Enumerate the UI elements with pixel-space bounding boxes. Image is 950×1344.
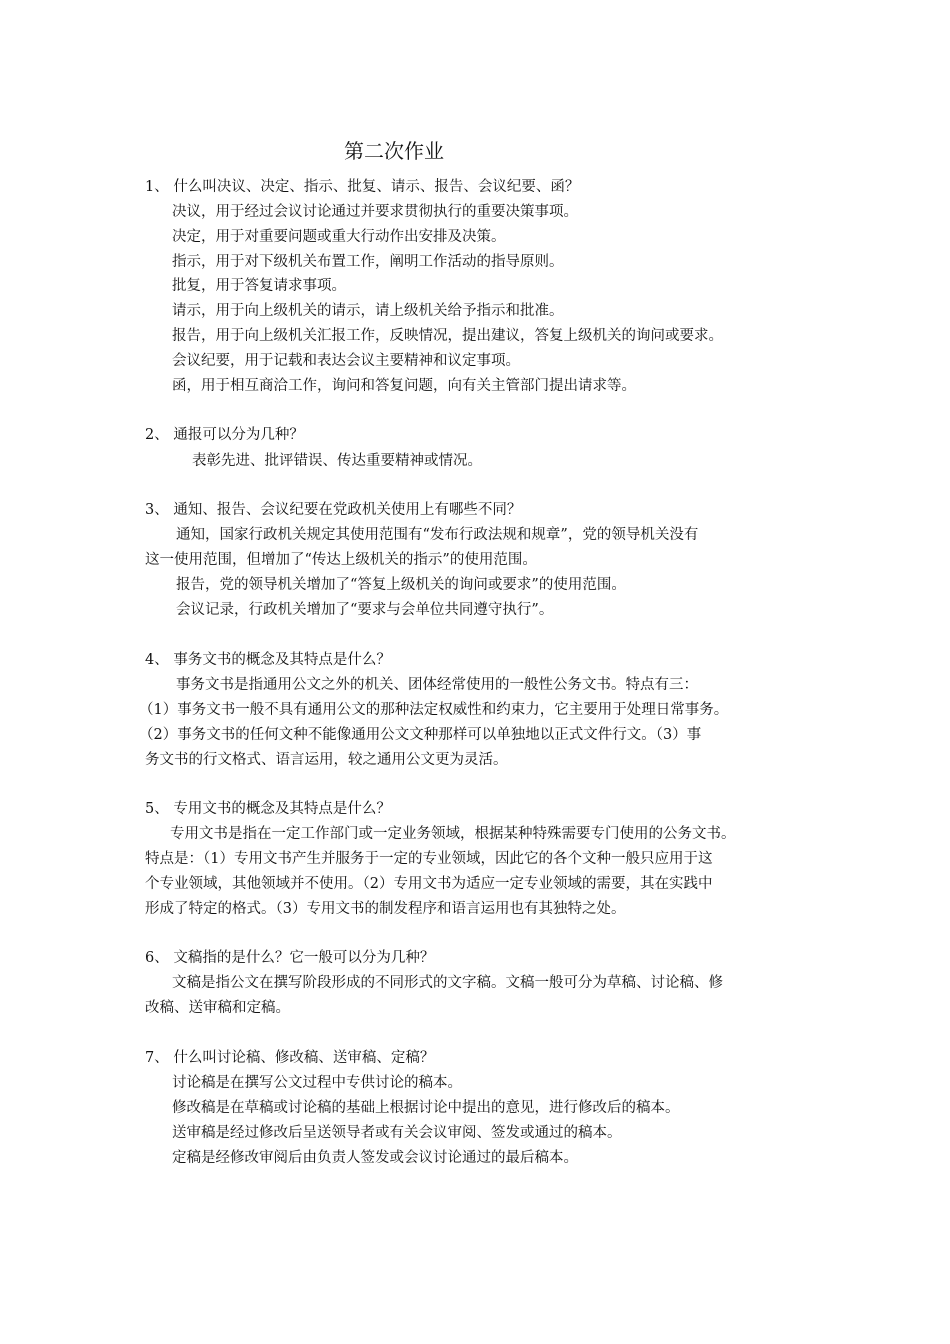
answer-3-line-1: 通知，国家行政机关规定其使用范围有“发布行政法规和规章”，党的领导机关没有: [176, 527, 699, 543]
answer-5-line-1: 专用文书是指在一定工作部门或一定业务领域，根据某种特殊需要专门使用的公务文书。: [170, 826, 736, 842]
answer-4-line-4: 务文书的行文格式、语言运用，较之通用公文更为灵活。: [145, 752, 508, 768]
answer-3-line-4: 会议记录，行政机关增加了“要求与会单位共同遵守执行”。: [176, 602, 554, 618]
answer-6-line-2: 改稿、送审稿和定稿。: [145, 1000, 290, 1016]
question-7: 7、 什么叫讨论稿、修改稿、送审稿、定稿？: [145, 1050, 435, 1066]
answer-6-line-1: 文稿是指公文在撰写阶段形成的不同形式的文字稿。文稿一般可分为草稿、讨论稿、修: [172, 975, 723, 991]
answer-3-line-2: 这一使用范围，但增加了“传达上级机关的指示”的使用范围。: [145, 552, 537, 568]
answer-7-line-2: 修改稿是在草稿或讨论稿的基础上根据讨论中提出的意见，进行修改后的稿本。: [172, 1100, 680, 1116]
answer-5-line-4: 形成了特定的格式。（3）专用文书的制发程序和语言运用也有其独特之处。: [145, 901, 626, 917]
question-2: 2、 通报可以分为几种？: [145, 427, 304, 443]
answer-4-line-1: 事务文书是指通用公文之外的机关、团体经常使用的一般性公务文书。特点有三：: [176, 677, 698, 693]
question-1: 1、 什么叫决议、决定、指示、批复、请示、报告、会议纪要、函？: [145, 179, 580, 195]
answer-1-line-1: 决议，用于经过会议讨论通过并要求贯彻执行的重要决策事项。: [172, 204, 578, 220]
answer-7-line-4: 定稿是经修改审阅后由负责人签发或会议讨论通过的最后稿本。: [172, 1150, 578, 1166]
answer-5-line-3: 个专业领域，其他领域并不使用。（2）专用文书为适应一定专业领域的需要，其在实践中: [145, 876, 713, 892]
answer-3-line-3: 报告，党的领导机关增加了“答复上级机关的询问或要求”的使用范围。: [176, 577, 626, 593]
page-title: 第二次作业: [344, 139, 444, 163]
answer-1-line-5: 请示，用于向上级机关的请示，请上级机关给予指示和批准。: [172, 303, 564, 319]
answer-4-line-2: （1）事务文书一般不具有通用公文的那种法定权威性和约束力，它主要用于处理日常事务。: [139, 702, 729, 718]
answer-1-line-8: 函，用于相互商洽工作，询问和答复问题，向有关主管部门提出请求等。: [172, 378, 636, 394]
answer-7-line-3: 送审稿是经过修改后呈送领导者或有关会议审阅、签发或通过的稿本。: [172, 1125, 622, 1141]
question-4: 4、 事务文书的概念及其特点是什么？: [145, 652, 391, 668]
answer-4-line-3: （2）事务文书的任何文种不能像通用公文文种那样可以单独地以正式文件行文。（3）事: [139, 727, 702, 743]
answer-1-line-2: 决定，用于对重要问题或重大行动作出安排及决策。: [172, 229, 506, 245]
answer-1-line-4: 批复，用于答复请求事项。: [172, 278, 346, 294]
question-6: 6、 文稿指的是什么？它一般可以分为几种？: [145, 950, 435, 966]
answer-7-line-1: 讨论稿是在撰写公文过程中专供讨论的稿本。: [172, 1075, 462, 1091]
question-3: 3、 通知、报告、会议纪要在党政机关使用上有哪些不同？: [145, 502, 522, 518]
answer-1-line-7: 会议纪要，用于记载和表达会议主要精神和议定事项。: [172, 353, 520, 369]
question-5: 5、 专用文书的概念及其特点是什么？: [145, 801, 391, 817]
answer-2-line-1: 表彰先进、批评错误、传达重要精神或情况。: [192, 453, 482, 469]
answer-1-line-3: 指示，用于对下级机关布置工作，阐明工作活动的指导原则。: [172, 254, 564, 270]
answer-1-line-6: 报告，用于向上级机关汇报工作，反映情况，提出建议，答复上级机关的询问或要求。: [172, 328, 723, 344]
answer-5-line-2: 特点是：（1）专用文书产生并服务于一定的专业领域，因此它的各个文种一般只应用于这: [145, 851, 713, 867]
